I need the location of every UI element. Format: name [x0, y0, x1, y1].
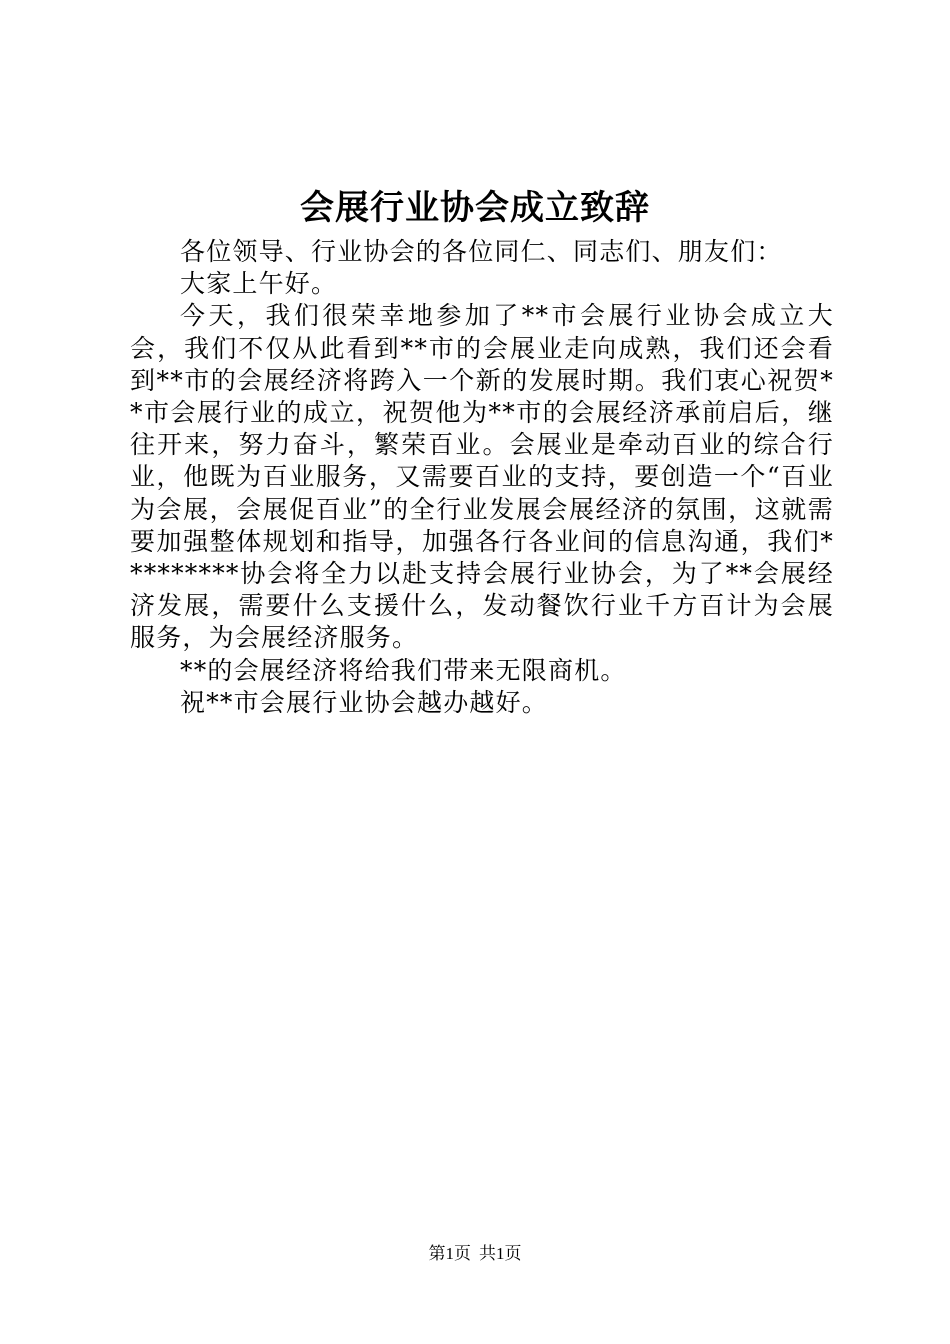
outlook-paragraph: **的会展经济将给我们带来无限商机。: [180, 655, 627, 685]
salutation-paragraph: 大家上午好。: [180, 269, 338, 299]
page-footer: [0, 1241, 950, 1267]
document-body: [130, 236, 834, 719]
main-paragraph: 今天，我们很荣幸地参加了**市会展行业协会成立大会，我们不仅从此看到**市的会展业走向成熟，我们还会看到**市的会展经济将跨入一个新的发展时期。我们衷心祝贺**市会展行业的成立，祝贺他为**市的会展经济承前启后，继往开来，努力奋斗，繁荣百业。会展业是牵动百业的综合行业，他既为百业服务，又需要百业的支持，要创造一个“百业为会展，会展促百业”的全行业发展会展经济的氛围，这就需要加强整体规划和指导，加强各行各业间的信息沟通，我们*********协会将全力以赴支持会展行业协会，为了**会展经济发展，需要什么支援什么，发动餐饮行业千方百计为会展服务，为会展经济服务。: [130, 301, 834, 653]
closing-paragraph: 祝**市会展行业协会越办越好。: [180, 687, 549, 717]
document-title: 会展行业协会成立致辞: [300, 188, 650, 228]
greeting-paragraph: 各位领导、行业协会的各位同仁、同志们、朋友们：: [180, 237, 783, 266]
page-number: 第1页: [428, 1244, 471, 1263]
page-count: 共1页: [479, 1244, 522, 1263]
